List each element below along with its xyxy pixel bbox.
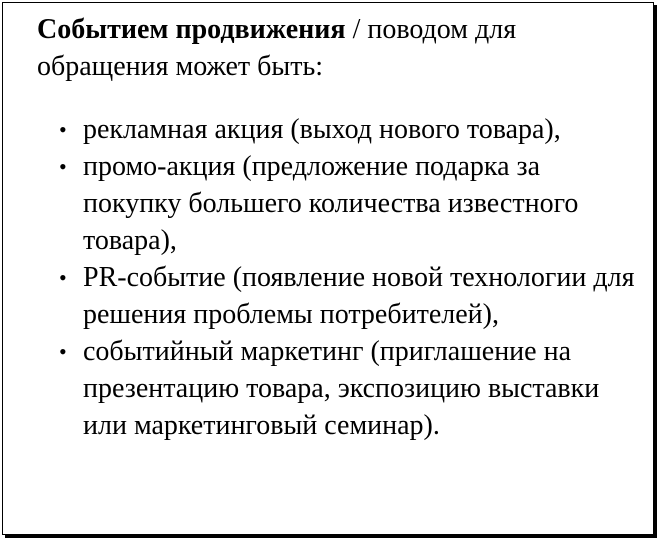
list-item-text: промо-акция (предложение подарка за покупку большего количества известного товара), [83,151,579,256]
list-item [37,111,639,148]
list-item-text: PR-событие (появление новой технологии для решения проблемы потребителей), [83,262,635,330]
text-box [2,2,654,535]
list-item [37,148,639,259]
text-box-content [37,11,639,444]
list-item-text: событийный маркетинг (приглашение на презентацию товара, экспозицию выставки или маркетинговый семинар). [83,336,600,441]
bullet-icon: • [59,265,67,290]
bullet-icon: • [59,339,67,364]
intro-paragraph [37,11,639,85]
intro-rest: / поводом для обращения может быть: [37,14,517,82]
list-item [37,333,639,444]
list-item [37,259,639,333]
intro-bold-term: Событием продвижения [37,14,346,45]
event-list [37,111,639,444]
list-item-text: рекламная акция (выход нового товара), [83,114,561,145]
bullet-icon: • [59,154,67,179]
bullet-icon: • [59,117,67,142]
